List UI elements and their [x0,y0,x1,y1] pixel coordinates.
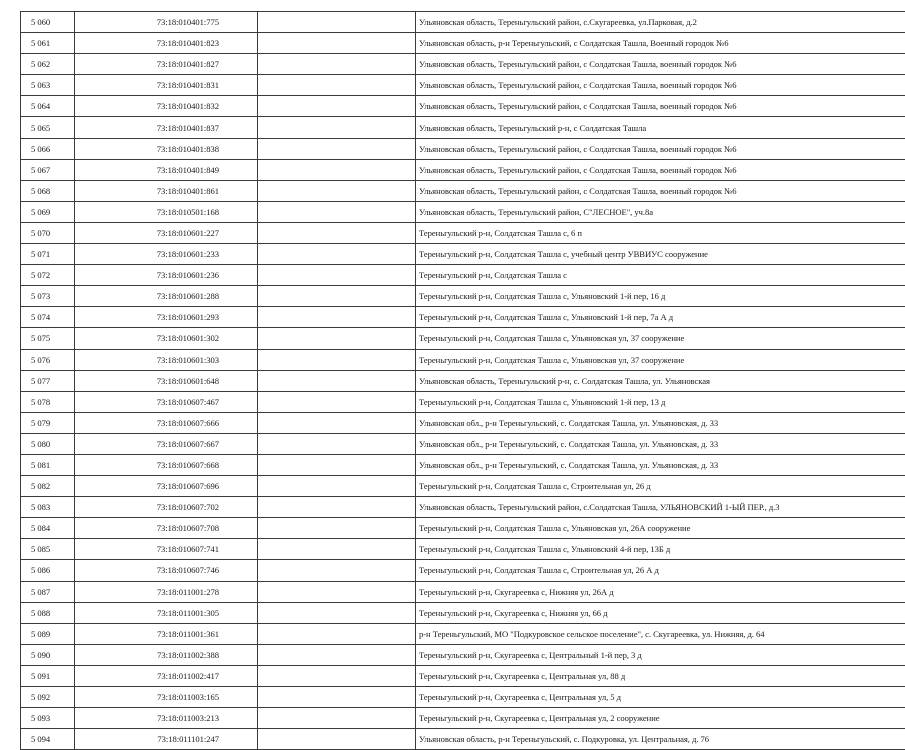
table-row [21,33,905,54]
address-cell: Тереньгульский р-н, Солдатская Ташла с, Ульяновский 4-й пер, 13Б д [416,539,905,560]
cadastral-number-cell: 73:18:011003:213 [75,708,258,729]
cadastral-number-cell: 73:18:010601:227 [75,222,258,243]
row-number-cell: 5 085 [21,539,75,560]
table-row [21,454,905,475]
address-cell: Тереньгульский р-н, Солдатская Ташла с [416,265,905,286]
empty-cell [258,54,416,75]
empty-cell [258,539,416,560]
address-cell: р-н Тереньгульский, МО "Подкуровское сельское поселение", с. Скугареевка, ул. Нижняя, д. 64 [416,623,905,644]
address-cell: Тереньгульский р-н, Солдатская Ташла с, Ульяновская ул, 37 сооружение [416,349,905,370]
table-row [21,244,905,265]
empty-cell [258,328,416,349]
cadastral-number-cell: 73:18:010607:668 [75,454,258,475]
empty-cell [258,12,416,33]
table-row [21,539,905,560]
table-row [21,328,905,349]
table-row [21,644,905,665]
cadastral-number-cell: 73:18:010607:696 [75,476,258,497]
empty-cell [258,644,416,665]
row-number-cell: 5 061 [21,33,75,54]
row-number-cell: 5 068 [21,180,75,201]
table-row [21,581,905,602]
address-cell: Ульяновская область, Тереньгульский район, с Солдатская Ташла, военный городок №6 [416,96,905,117]
empty-cell [258,222,416,243]
row-number-cell: 5 078 [21,391,75,412]
row-number-cell: 5 071 [21,244,75,265]
cadastral-number-cell: 73:18:010601:648 [75,370,258,391]
row-number-cell: 5 092 [21,687,75,708]
cadastral-number-cell: 73:18:010607:746 [75,560,258,581]
empty-cell [258,201,416,222]
address-cell: Тереньгульский р-н, Солдатская Ташла с, Строительная ул, 26 д [416,476,905,497]
cadastral-number-cell: 73:18:010601:302 [75,328,258,349]
row-number-cell: 5 074 [21,307,75,328]
row-number-cell: 5 060 [21,12,75,33]
row-number-cell: 5 076 [21,349,75,370]
address-cell: Тереньгульский р-н, Скугареевка с, Центральная ул, 5 д [416,687,905,708]
cadastral-number-cell: 73:18:010401:849 [75,159,258,180]
row-number-cell: 5 088 [21,602,75,623]
table-row [21,159,905,180]
empty-cell [258,244,416,265]
row-number-cell: 5 077 [21,370,75,391]
row-number-cell: 5 079 [21,412,75,433]
cadastral-number-cell: 73:18:010401:832 [75,96,258,117]
cadastral-number-cell: 73:18:010607:666 [75,412,258,433]
empty-cell [258,581,416,602]
cadastral-number-cell: 73:18:010607:667 [75,433,258,454]
empty-cell [258,307,416,328]
empty-cell [258,370,416,391]
table-row [21,307,905,328]
empty-cell [258,286,416,307]
table-row [21,687,905,708]
empty-cell [258,412,416,433]
address-cell: Тереньгульский р-н, Солдатская Ташла с, Ульяновская ул, 37 сооружение [416,328,905,349]
table-row [21,286,905,307]
address-cell: Тереньгульский р-н, Солдатская Ташла с, Ульяновский 1-й пер, 16 д [416,286,905,307]
empty-cell [258,518,416,539]
address-cell: Тереньгульский р-н, Солдатская Ташла с, Ульяновский 1-й пер, 7а А д [416,307,905,328]
cadastral-number-cell: 73:18:010401:775 [75,12,258,33]
address-cell: Тереньгульский р-н, Солдатская Ташла с, Ульяновская ул, 26А сооружение [416,518,905,539]
row-number-cell: 5 087 [21,581,75,602]
row-number-cell: 5 066 [21,138,75,159]
empty-cell [258,729,416,750]
cadastral-number-cell: 73:18:010501:168 [75,201,258,222]
cadastral-number-cell: 73:18:011002:417 [75,665,258,686]
address-cell: Ульяновская обл., р-н Тереньгульский, с. Солдатская Ташла, ул. Ульяновская, д. 33 [416,433,905,454]
row-number-cell: 5 065 [21,117,75,138]
row-number-cell: 5 070 [21,222,75,243]
row-number-cell: 5 086 [21,560,75,581]
cadastral-number-cell: 73:18:010401:823 [75,33,258,54]
empty-cell [258,454,416,475]
row-number-cell: 5 080 [21,433,75,454]
empty-cell [258,623,416,644]
address-cell: Тереньгульский р-н, Солдатская Ташла с, 6 п [416,222,905,243]
cadastral-number-cell: 73:18:010607:467 [75,391,258,412]
table-row [21,412,905,433]
row-number-cell: 5 075 [21,328,75,349]
table-row [21,497,905,518]
address-cell: Ульяновская область, Тереньгульский район, С"ЛЕСНОЕ", уч.8а [416,201,905,222]
table-row [21,75,905,96]
cadastral-number-cell: 73:18:011101:247 [75,729,258,750]
cadastral-number-cell: 73:18:010601:293 [75,307,258,328]
table-row [21,391,905,412]
cadastral-number-cell: 73:18:010401:831 [75,75,258,96]
empty-cell [258,159,416,180]
table-row [21,12,905,33]
cadastral-number-cell: 73:18:010401:861 [75,180,258,201]
empty-cell [258,75,416,96]
empty-cell [258,602,416,623]
address-cell: Ульяновская область, Тереньгульский р-н, с. Солдатская Ташла, ул. Ульяновская [416,370,905,391]
cadastral-number-cell: 73:18:010601:233 [75,244,258,265]
address-cell: Ульяновская область, р-н Тереньгульский, с Солдатская Ташла, Военный городок №6 [416,33,905,54]
cadastral-number-cell: 73:18:011002:388 [75,644,258,665]
empty-cell [258,665,416,686]
table-row [21,222,905,243]
table-row [21,476,905,497]
row-number-cell: 5 094 [21,729,75,750]
table-row [21,560,905,581]
table-row [21,370,905,391]
address-cell: Тереньгульский р-н, Скугареевка с, Нижняя ул, 26А д [416,581,905,602]
table-row [21,138,905,159]
cadastral-number-cell: 73:18:010601:236 [75,265,258,286]
empty-cell [258,708,416,729]
cadastral-number-cell: 73:18:010401:837 [75,117,258,138]
row-number-cell: 5 063 [21,75,75,96]
empty-cell [258,180,416,201]
address-cell: Ульяновская область, Тереньгульский район, с.Солдатская Ташла, УЛЬЯНОВСКИЙ 1-ЫЙ ПЕР., д.3 [416,497,905,518]
row-number-cell: 5 091 [21,665,75,686]
table-row [21,96,905,117]
table-row [21,665,905,686]
address-cell: Ульяновская область, Тереньгульский район, с Солдатская Ташла, военный городок №6 [416,138,905,159]
row-number-cell: 5 081 [21,454,75,475]
address-cell: Ульяновская обл., р-н Тереньгульский, с. Солдатская Ташла, ул. Ульяновская, д. 33 [416,412,905,433]
table-row [21,201,905,222]
cadastral-number-cell: 73:18:010601:303 [75,349,258,370]
address-cell: Ульяновская область, Тереньгульский район, с Солдатская Ташла, военный городок №6 [416,180,905,201]
empty-cell [258,433,416,454]
row-number-cell: 5 082 [21,476,75,497]
table-row [21,433,905,454]
table-row [21,602,905,623]
row-number-cell: 5 073 [21,286,75,307]
row-number-cell: 5 072 [21,265,75,286]
row-number-cell: 5 089 [21,623,75,644]
cadastral-number-cell: 73:18:010607:708 [75,518,258,539]
address-cell: Ульяновская область, Тереньгульский район, с.Скугареевка, ул.Парковая, д.2 [416,12,905,33]
table-row [21,729,905,750]
row-number-cell: 5 093 [21,708,75,729]
address-cell: Ульяновская область, Тереньгульский район, с Солдатская Ташла, военный городок №6 [416,75,905,96]
address-cell: Тереньгульский р-н, Солдатская Ташла с, Ульяновский 1-й пер, 13 д [416,391,905,412]
address-cell: Ульяновская область, р-н Тереньгульский, с. Подкуровка, ул. Центральная, д. 76 [416,729,905,750]
empty-cell [258,33,416,54]
row-number-cell: 5 069 [21,201,75,222]
table-row [21,117,905,138]
empty-cell [258,687,416,708]
address-cell: Тереньгульский р-н, Скугареевка с, Центральная ул, 2 сооружение [416,708,905,729]
address-cell: Тереньгульский р-н, Солдатская Ташла с, учебный центр УВВИУС сооружение [416,244,905,265]
cadastral-number-cell: 73:18:011001:305 [75,602,258,623]
row-number-cell: 5 090 [21,644,75,665]
table-row [21,708,905,729]
row-number-cell: 5 067 [21,159,75,180]
table-row [21,349,905,370]
address-cell: Тереньгульский р-н, Скугареевка с, Центральный 1-й пер, 3 д [416,644,905,665]
address-cell: Тереньгульский р-н, Солдатская Ташла с, Строительная ул, 26 А д [416,560,905,581]
cadastral-number-cell: 73:18:010401:838 [75,138,258,159]
cadastral-number-cell: 73:18:010607:702 [75,497,258,518]
empty-cell [258,476,416,497]
cadastral-number-cell: 73:18:010607:741 [75,539,258,560]
row-number-cell: 5 083 [21,497,75,518]
empty-cell [258,138,416,159]
address-cell: Ульяновская обл., р-н Тереньгульский, с. Солдатская Ташла, ул. Ульяновская, д. 33 [416,454,905,475]
cadastral-number-cell: 73:18:010601:288 [75,286,258,307]
row-number-cell: 5 084 [21,518,75,539]
empty-cell [258,497,416,518]
registry-table [20,11,905,750]
table-row [21,54,905,75]
empty-cell [258,560,416,581]
table-row [21,180,905,201]
empty-cell [258,117,416,138]
address-cell: Ульяновская область, Тереньгульский р-н, с Солдатская Ташла [416,117,905,138]
row-number-cell: 5 064 [21,96,75,117]
cadastral-number-cell: 73:18:011001:278 [75,581,258,602]
empty-cell [258,96,416,117]
table-row [21,265,905,286]
empty-cell [258,349,416,370]
cadastral-number-cell: 73:18:011001:361 [75,623,258,644]
table-row [21,518,905,539]
address-cell: Тереньгульский р-н, Скугареевка с, Центральная ул, 88 д [416,665,905,686]
empty-cell [258,391,416,412]
address-cell: Ульяновская область, Тереньгульский район, с Солдатская Ташла, военный городок №6 [416,54,905,75]
registry-table-body [21,12,905,750]
address-cell: Тереньгульский р-н, Скугареевка с, Нижняя ул, 66 д [416,602,905,623]
table-row [21,623,905,644]
address-cell: Ульяновская область, Тереньгульский район, с Солдатская Ташла, военный городок №6 [416,159,905,180]
cadastral-number-cell: 73:18:010401:827 [75,54,258,75]
row-number-cell: 5 062 [21,54,75,75]
cadastral-number-cell: 73:18:011003:165 [75,687,258,708]
empty-cell [258,265,416,286]
